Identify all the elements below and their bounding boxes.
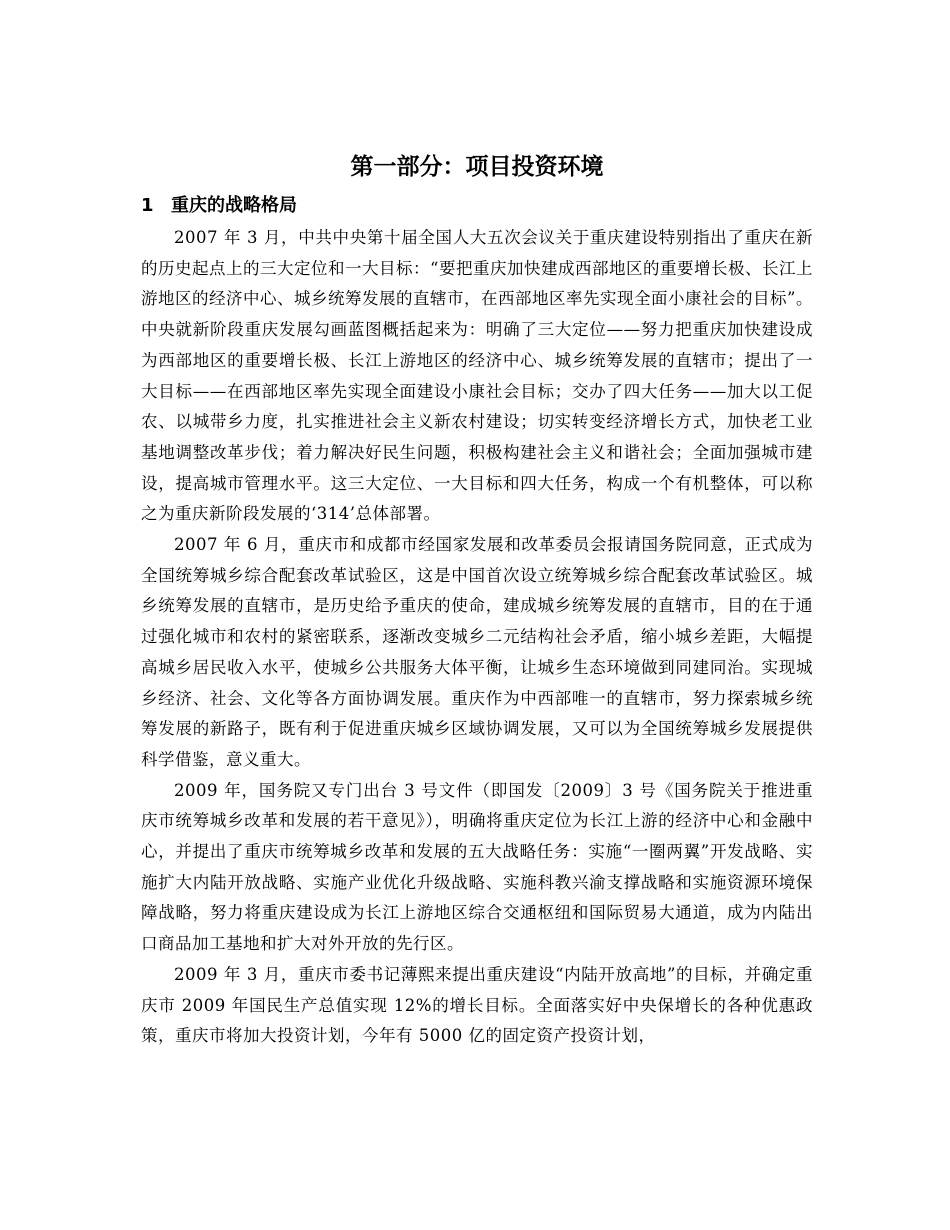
paragraph-reform-zone: 2007 年 6 月，重庆市和成都市经国家发展和改革委员会报请国务院同意，正式成为全国统筹城乡综合配套改革试验区，这是中国首次设立统筹城乡综合配套改革试验区。城乡统筹发展的直辖市，是历史给予重庆的使命，建成城乡统筹发展的直辖市，目的在于通过强化城市和农村的紧密联系，逐渐改变城乡二元结构社会矛盾，缩小城乡差距，大幅提高城乡居民收入水平，使城乡公共服务大体平衡，让城乡生态环境做到同建同治。实现城乡经济、社会、文化等各方面协调发展。重庆作为中西部唯一的直辖市，努力探索城乡统筹发展的新路子，既有利于促进重庆城乡区域协调发展，又可以为全国统筹城乡发展提供科学借鉴，意义重大。: [141, 535, 813, 769]
part-title: 第一部分：项目投资环境: [350, 154, 604, 180]
section-title: 重庆的战略格局: [171, 195, 297, 216]
section-heading: [141, 192, 813, 220]
section-number: 1: [141, 195, 154, 216]
document-page: [141, 150, 813, 1052]
paragraph-positioning: 2007 年 3 月，中共中央第十届全国人大五次会议关于重庆建设特别指出了重庆在新的历史起点上的三大定位和一大目标：“要把重庆加快建成西部地区的重要增长极、长江上游地区的经济中心、城乡统筹发展的直辖市，在西部地区率先实现全面小康社会的目标”。中央就新阶段重庆发展勾画蓝图概括起来为：明确了三大定位——努力把重庆加快建设成为西部地区的重要增长极、长江上游地区的经济中心、城乡统筹发展的直辖市；提出了一大目标——在西部地区率先实现全面建设小康社会目标；交办了四大任务——加大以工促农、以城带乡力度，扎实推进社会主义新农村建设；切实转变经济增长方式，加快老工业基地调整改革步伐；着力解决好民生问题，积极构建社会主义和谐社会；全面加强城市建设，提高城市管理水平。这三大定位、一大目标和四大任务，构成一个有机整体，可以称之为重庆新阶段发展的‘314’总体部署。: [141, 228, 813, 524]
paragraph-inland-opening: 2009 年 3 月，重庆市委书记薄熙来提出重庆建设“内陆开放高地”的目标，并确定重庆市 2009 年国民生产总值实现 12%的增长目标。全面落实好中央保增长的各种优惠政策，重庆市将加大投资计划，今年有 5000 亿的固定资产投资计划，: [141, 964, 813, 1046]
paragraph-state-council: 2009 年，国务院又专门出台 3 号文件（即国发〔2009〕3 号《国务院关于推进重庆市统筹城乡改革和发展的若干意见》），明确将重庆定位为长江上游的经济中心和金融中心，并提出了重庆市统筹城乡改革和发展的五大战略任务：实施“一圈两翼”开发战略、实施扩大内陆开放战略、实施产业优化升级战略、实施科教兴渝支撑战略和实施资源环境保障战略，努力将重庆建设成为长江上游地区综合交通枢纽和国际贸易大通道，成为内陆出口商品加工基地和扩大对外开放的先行区。: [141, 780, 813, 954]
